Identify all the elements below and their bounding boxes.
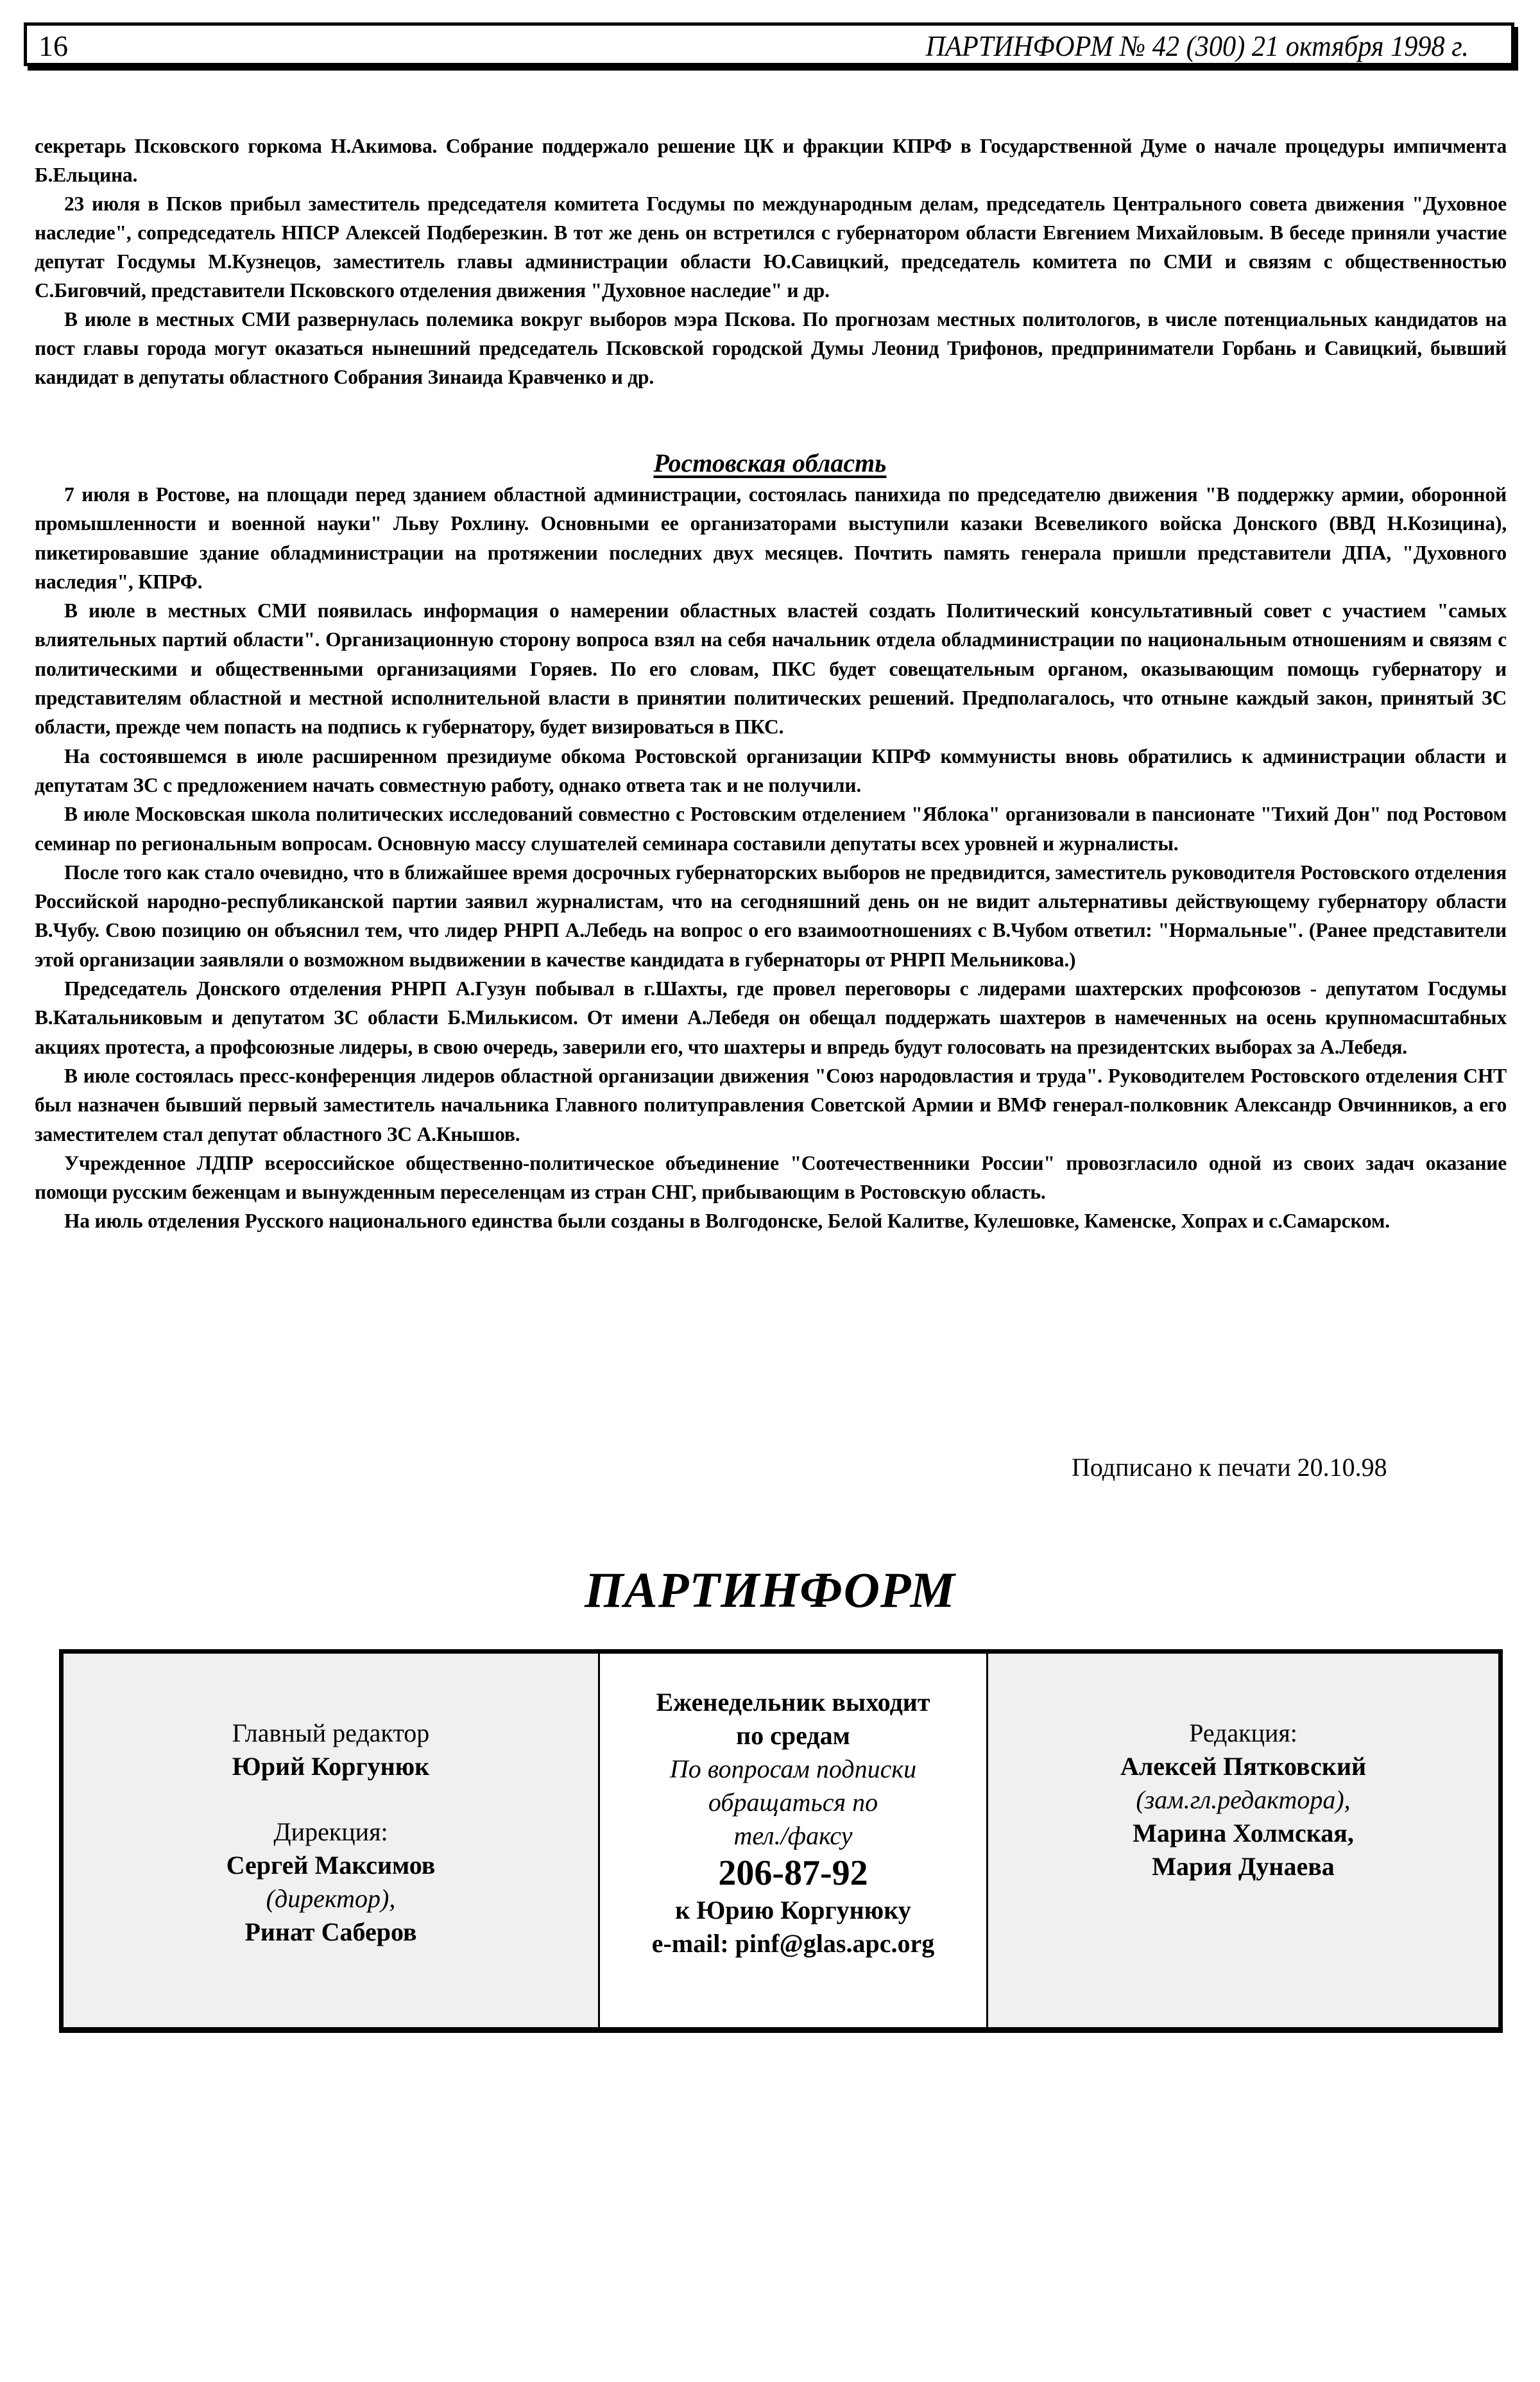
signed-for-print: Подписано к печати 20.10.98 bbox=[1072, 1453, 1387, 1482]
editorial-label: Редакция: bbox=[1189, 1718, 1297, 1747]
contact-person: к Юрию Коргунюку bbox=[675, 1896, 911, 1924]
subscription-line1: По вопросам подписки bbox=[669, 1754, 917, 1783]
subscription-line2: обращаться по bbox=[708, 1788, 878, 1817]
imprint-left-column bbox=[64, 1654, 600, 2027]
pskov-section bbox=[35, 132, 1507, 391]
paragraph: секретарь Псковского горкома Н.Акимова. Собрание поддержало решение ЦК и фракции КПРФ в Государственной Думе о начале процедуры импичмента Б.Ельцина. bbox=[35, 135, 1507, 186]
paragraph: 7 июля в Ростове, на площади перед зданием областной администрации, состоялась панихида по председателю движения "В поддержку армии, оборонной промышленности и военной науки" Льву Рохлину. Основными ее организаторами выступили казаки Всевеликого войска Донского (ВВД Н.Козицина), пикетировавшие здание обладминистрации на протяжении последних двух месяцев. Почтить память генерала пришли представители ДПА, "Духовного наследия", КПРФ. bbox=[35, 483, 1507, 593]
rostov-section bbox=[35, 480, 1507, 1236]
paragraph: Учрежденное ЛДПР всероссийское общественно-политическое объединение "Соотечественники России" провозгласило одной из своих задач оказание помощи русским беженцам и вынужденным переселенцам из стран СНГ, прибывающим в Ростовскую область. bbox=[35, 1151, 1507, 1204]
imprint-middle-column bbox=[600, 1654, 988, 2027]
editor-label: Главный редактор bbox=[232, 1718, 430, 1747]
weekly-schedule-line1: Еженедельник выходит bbox=[656, 1688, 930, 1717]
subscription-line3: тел./факсу bbox=[733, 1821, 853, 1850]
paragraph: В июле состоялась пресс-конференция лидеров областной организации движения "Союз народовластия и труда". Руководителем Ростовского отделения СНТ был назначен бывший первый заместитель начальника Главного политуправления Советской Армии и ВМФ генерал-полковник Александр Овчинников, а его заместителем стал депутат областного ЗС А.Кнышов. bbox=[35, 1064, 1507, 1145]
imprint-right-column bbox=[988, 1654, 1498, 2027]
email[interactable]: e-mail: pinf@glas.apc.org bbox=[651, 1929, 935, 1958]
paragraph: После того как стало очевидно, что в ближайшее время досрочных губернаторских выборов не предвидится, заместитель руководителя Ростовского отделения Российской народно-республиканской партии заявил журналистам, что на сегодняшний день он не видит альтернативы действующему губернатору области В.Чубу. Свою позицию он объяснил тем, что лидер РНРП А.Лебедь на вопрос о его взаимоотношениях с В.Чубом ответил: "Нормальные". (Ранее представители этой организации заявляли о возможном выдвижении в качестве кандидата в губернаторы от РНРП Мельникова.) bbox=[35, 861, 1507, 971]
editorial-name-3: Мария Дунаева bbox=[1152, 1852, 1335, 1881]
paragraph: В июле в местных СМИ появилась информация о намерении областных властей создать Политический консультативный совет с участием "самых влиятельных партий области". Организационную сторону вопроса взял на себя начальник отдела обладминистрации по национальным отношениям и связям с политическими и общественными организациями Горяев. По его словам, ПКС будет совещательным органом, оказывающим помощь губернатору и представителям областной и местной исполнительной власти в принятии политических решений. Предполагалось, что отныне каждый закон, принятый ЗС области, прежде чем попасть на подпись к губернатору, будет визироваться в ПКС. bbox=[35, 599, 1507, 739]
section-heading-rostov: Ростовская область bbox=[653, 449, 887, 477]
paragraph: В июле Московская школа политических исследований совместно с Ростовским отделением "Яблока" организовали в пансионате "Тихий Дон" под Ростовом семинар по региональным вопросам. Основную массу слушателей семинара составили депутаты всех уровней и журналисты. bbox=[35, 803, 1507, 855]
editorial-name-2: Марина Холмская, bbox=[1133, 1819, 1354, 1847]
paragraph: На июль отделения Русского национального единства были созданы в Волгодонске, Белой Калитве, Кулешовке, Каменске, Хопрах и с.Самарском. bbox=[64, 1210, 1390, 1233]
issue-title: ПАРТИНФОРМ № 42 (300) 21 октября 1998 г. bbox=[925, 30, 1469, 62]
paragraph: 23 июля в Псков прибыл заместитель председателя комитета Госдумы по международным делам, председатель Центрального совета движения "Духовное наследие", сопредседатель НПСР Алексей Подберезкин. В тот же день он встретился с губернатором области Евгением Михайловым. В беседе приняли участие депутат Госдумы М.Кузнецов, заместитель главы администрации области Ю.Савицкий, председатель комитета по СМИ и связям с общественностью С.Биговчий, представители Псковского отделения движения "Духовное наследие" и др. bbox=[35, 193, 1507, 302]
weekly-schedule-line2: по средам bbox=[736, 1721, 850, 1750]
editorial-role-1: (зам.гл.редактора), bbox=[1136, 1785, 1351, 1814]
page-number: 16 bbox=[38, 30, 68, 62]
direction-second-name: Ринат Саберов bbox=[244, 1917, 417, 1946]
paragraph: В июле в местных СМИ развернулась полемика вокруг выборов мэра Пскова. По прогнозам местных политологов, в числе потенциальных кандидатов на пост главы города могут оказаться нынешний председатель Псковской городской Думы Леонид Трифонов, предприниматели Горбань и Савицкий, бывший кандидат в депутаты областного Собрания Зинаида Кравченко и др. bbox=[35, 308, 1507, 388]
page-header bbox=[24, 22, 1514, 66]
direction-label: Дирекция: bbox=[273, 1817, 388, 1846]
editorial-name-1: Алексей Пятковский bbox=[1120, 1752, 1367, 1781]
director-name: Сергей Максимов bbox=[226, 1851, 436, 1880]
editor-name: Юрий Коргунюк bbox=[232, 1752, 430, 1781]
director-role: (директор), bbox=[266, 1884, 396, 1913]
phone-number: 206-87-92 bbox=[718, 1853, 868, 1893]
paragraph: На состоявшемся в июле расширенном президиуме обкома Ростовской организации КПРФ коммунисты вновь обратились к администрации области и депутатам ЗС с предложением начать совместную работу, однако ответа так и не получили. bbox=[35, 744, 1507, 796]
imprint-box bbox=[59, 1649, 1503, 2033]
masthead-title: ПАРТИНФОРМ bbox=[585, 1562, 955, 1618]
paragraph: Председатель Донского отделения РНРП А.Гузун побывал в г.Шахты, где провел переговоры с лидерами шахтерских профсоюзов - депутатом Госдумы В.Катальниковым и депутатом ЗС области Б.Милькисом. От имени А.Лебедя он обещал поддержать шахтеров в намеченных на осень крупномасштабных акциях протеста, а профсоюзные лидеры, в свою очередь, заверили его, что шахтеры и впредь будут голосовать на президентских выборах за А.Лебедя. bbox=[35, 977, 1507, 1058]
